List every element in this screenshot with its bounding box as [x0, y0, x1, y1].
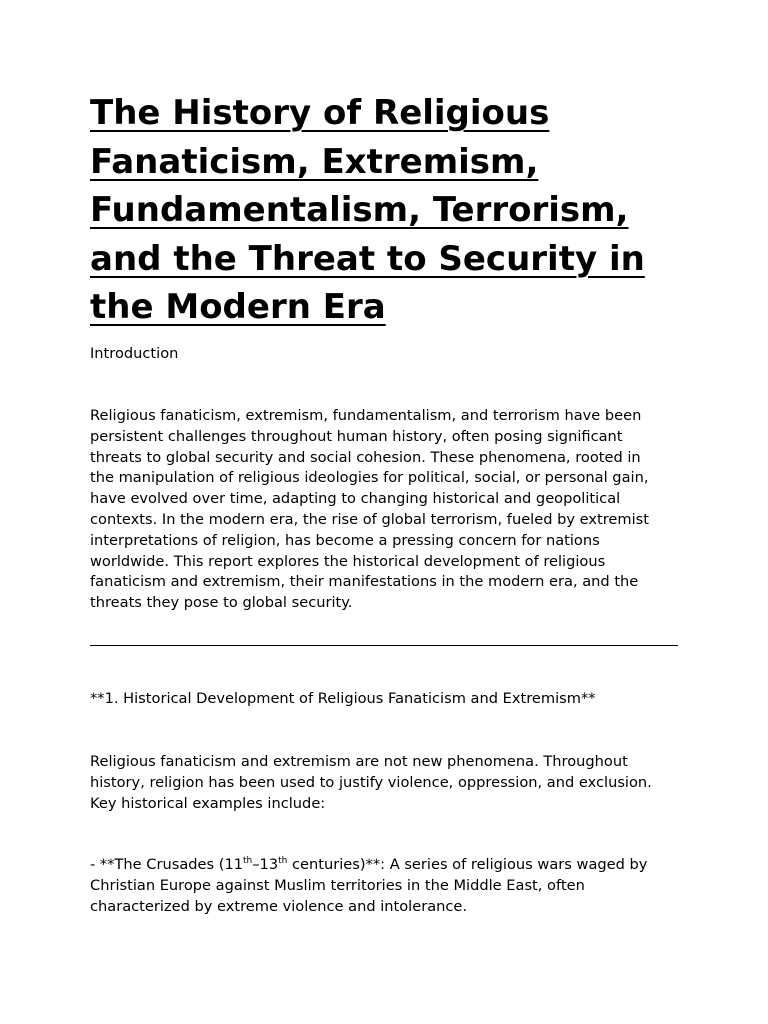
bullet-first-line: [90, 855, 690, 876]
paragraph-line: have evolved over time, adapting to changing historical and geopolitical: [90, 490, 621, 508]
section-heading: **1. Historical Development of Religious Fanaticism and Extremism**: [90, 690, 596, 707]
paragraph-line: contexts. In the modern era, the rise of global terrorism, fueled by extremist: [90, 510, 649, 528]
introduction-label: Introduction: [90, 345, 179, 362]
superscript-ordinal: th: [243, 856, 253, 867]
paragraph-line: worldwide. This report explores the historical development of religious: [90, 552, 606, 570]
paragraph-line: threats they pose to global security.: [90, 594, 353, 612]
bullet-middle: –13: [252, 856, 279, 873]
paragraph-line: threats to global security and social cohesion. These phenomena, rooted in: [90, 448, 641, 466]
paragraph-line: fanaticism and extremism, their manifestations in the modern era, and the: [90, 573, 639, 591]
title-line: The History of Religious: [90, 93, 550, 133]
paragraph-line: interpretations of religion, has become a pressing concern for nations: [90, 531, 600, 549]
title-line: and the Threat to Security in: [90, 238, 645, 279]
paragraph-line: Religious fanaticism and extremism are not new phenomena. Throughout: [90, 753, 628, 770]
superscript-ordinal: th: [278, 856, 288, 867]
section-paragraph: [90, 752, 690, 814]
intro-paragraph: [90, 406, 690, 614]
bullet-suffix: centuries)**: A series of religious wars waged by: [287, 856, 648, 873]
paragraph-line: the manipulation of religious ideologies for political, social, or personal gain,: [90, 469, 649, 487]
title-line: Fundamentalism, Terrorism,: [90, 190, 629, 230]
title-line: Fanaticism, Extremism,: [90, 141, 539, 182]
paragraph-line: Christian Europe against Muslim territories in the Middle East, often: [90, 876, 585, 894]
document-title: [90, 89, 690, 332]
horizontal-divider: [90, 645, 678, 646]
paragraph-line: history, religion has been used to justify violence, oppression, and exclusion.: [90, 773, 652, 791]
crusades-bullet: [90, 855, 690, 917]
paragraph-line: Key historical examples include:: [90, 794, 326, 812]
paragraph-line: characterized by extreme violence and intolerance.: [90, 897, 468, 915]
paragraph-line: Religious fanaticism, extremism, fundamentalism, and terrorism have been: [90, 407, 642, 424]
paragraph-line: persistent challenges throughout human history, often posing significant: [90, 427, 623, 445]
title-line: the Modern Era: [90, 287, 386, 327]
bullet-prefix: - **The Crusades (11: [90, 856, 244, 873]
